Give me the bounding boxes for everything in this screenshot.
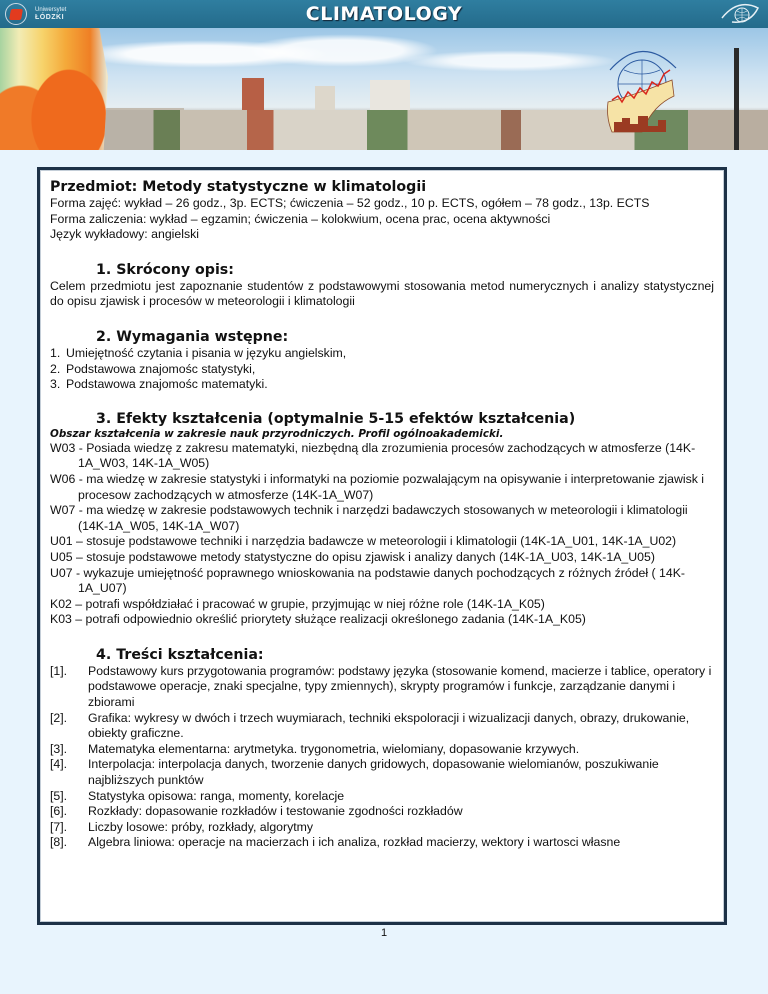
outcome-K03: K03 – potrafi odpowiednio określić priorytety służące realizacji określonego zadania (14K-1A_K05): [50, 612, 586, 627]
climate-map-image: [0, 28, 108, 150]
list-item: 1. Umiejętność czytania i pisania w języku angielskim,: [50, 345, 347, 360]
list-item: [6]. Rozkłady: dopasowanie rozkładów i testowanie zgodności rozkładów: [50, 804, 463, 819]
list-item: [5]. Statystyka opisowa: ranga, momenty, korelacje: [50, 788, 345, 803]
section-4-heading: 4. Treści kształcenia:: [96, 646, 264, 663]
info-language: Język wykładowy: angielski: [50, 227, 199, 242]
info-assessment-form: Forma zaliczenia: wykład – egzamin; ćwiczenia – kolokwium, ocena prac, ocena aktywności: [50, 211, 551, 226]
climatology-department-logo-icon: [602, 40, 682, 136]
list-item: [7]. Liczby losowe: próby, rozkłady, algorytmy: [50, 819, 314, 834]
outcome-W06: W06 - ma wiedzę w zakresie statystyki i informatyki na poziomie pozwalającym na opisywanie i interpretowanie zjawisk i procesow zachodzących w atmosferze (14K-1A_W07): [50, 471, 705, 502]
university-name-line1: Uniwersytet: [35, 7, 67, 13]
section-3-subheading: Obszar kształcenia w zakresie nauk przyrodniczych. Profil ogólnoakademicki.: [50, 427, 504, 440]
outcome-U05: U05 – stosuje podstawowe metody statystyczne do opisu zjawisk i analizy danych (14K-1A_U03, 14K-1A_U05): [50, 549, 655, 564]
course-description-box: [37, 167, 727, 925]
outcome-U01: U01 – stosuje podstawowe techniki i narzędzia badawcze w meteorologii i klimatologii (14K-1A_U01, 14K-1A_U02): [50, 534, 677, 549]
section-3-heading: 3. Efekty kształcenia (optymalnie 5-15 efektów kształcenia): [96, 410, 576, 427]
section-1-heading: 1. Skrócony opis:: [96, 261, 234, 278]
header-bar: [0, 0, 768, 28]
subject-title: Przedmiot: Metody statystyczne w klimatologii: [50, 179, 427, 195]
info-class-form: Forma zajęć: wykład – 26 godz., 3p. ECTS; ćwiczenia – 52 godz., 10 p. ECTS, ogółem – 78 godz., 13p. ECTS: [50, 196, 650, 210]
list-item: [4]. Interpolacja: interpolacja danych, tworzenie danych gridowych, dopasowanie wielomianów, poszukiwanie najbliższych punktów: [50, 757, 659, 788]
list-item: [8]. Algebra liniowa: operacje na macierzach i ich analiza, rozkład macierzy, wektory i wartosci własne: [50, 835, 621, 850]
outcome-U07: U07 - wykazuje umiejętność poprawnego wnioskowania na podstawie danych pochodzących z różnych źródeł ( 14K-1A_U07): [50, 565, 686, 596]
header-banner-photo: [0, 28, 768, 150]
outcome-W07: W07 - ma wiedzę w zakresie podstawowych technik i narzędzi badawczych stosowanych w meteorologii i klimatologii (14K-1A_W05, 14K-1A_W07): [50, 503, 688, 533]
eye-globe-logo-icon: [720, 2, 760, 26]
outcome-K02: K02 – potrafi współdziałać i pracować w grupie, przyjmując w niej różne role (14K-1A_K05): [50, 596, 545, 611]
outcome-W03: W03 - Posiada wiedzę z zakresu matematyki, niezbędną dla zrozumienia procesów zachodzących w atmosferze (14K-1A_W03, 14K-1A_W05): [50, 440, 696, 471]
page-title: CLIMATOLOGY: [305, 3, 463, 25]
university-emblem-icon: [5, 3, 27, 25]
university-name-line2: ŁÓDZKI: [35, 14, 65, 21]
page-number: 1: [380, 927, 388, 939]
list-item: [2]. Grafika: wykresy w dwóch i trzech wuymiarach, techniki ekspoloracji i wizualizacji danych, obrazy, drukowanie, obiekty graficzne.: [50, 710, 690, 741]
list-item: [1]. Podstawowy kurs przygotowania programów: podstawy języka (stosowanie komend, macierze i tablice, operatory i podstawowe operacje, znaki specjalne, typy zmiennych), skrypty programów i funkcje, zarządzanie danymi i zbiorami: [50, 663, 712, 710]
learning-outcomes-list: [50, 441, 714, 628]
weather-mast: [734, 48, 739, 150]
list-item: [3]. Matematyka elementarna: arytmetyka. trygonometria, wielomiany, dopasowanie krzywych.: [50, 741, 580, 756]
university-logo: [5, 3, 66, 25]
section-2-heading: 2. Wymagania wstępne:: [96, 328, 289, 345]
prerequisites-list: [50, 346, 714, 393]
list-item: 3. Podstawowa znajomośc matematyki.: [50, 377, 268, 392]
section-1-text: Celem przedmiotu jest zapoznanie studentów z podstawowymi stosowania metod numerycznych i analizy statystycznej do opisu zjawisk i procesów w meteorologii i klimatologii: [50, 278, 714, 309]
list-item: 2. Podstawowa znajomośc statystyki,: [50, 361, 256, 376]
course-content-list: [50, 664, 714, 851]
